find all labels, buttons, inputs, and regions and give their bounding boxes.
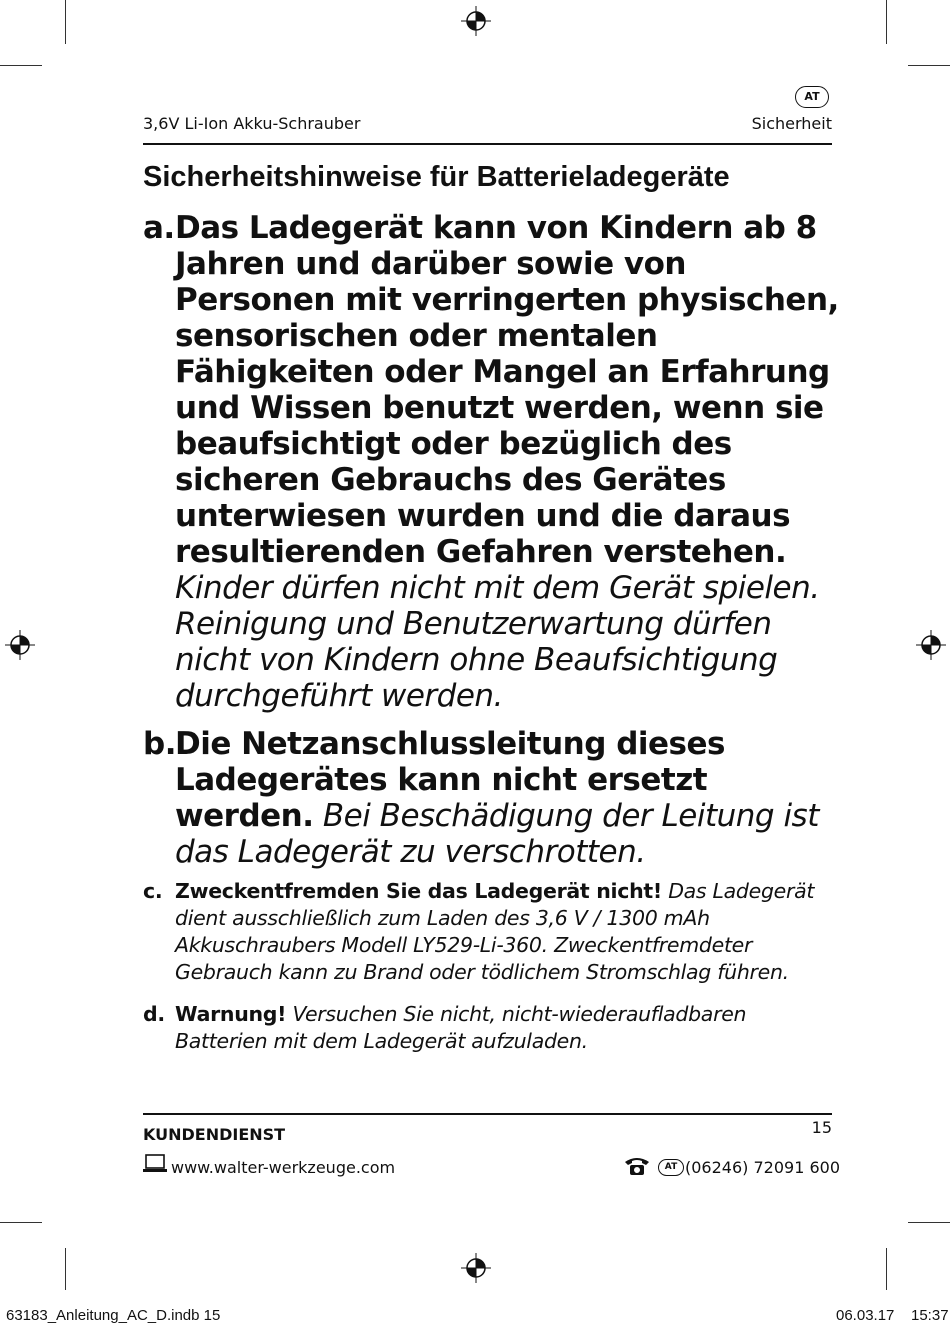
footer-rule <box>143 1113 832 1115</box>
page-title: Sicherheitshinweise für Batterieladegeräte <box>143 161 730 193</box>
list-item <box>143 726 843 870</box>
laptop-icon <box>143 1154 167 1174</box>
item-bold-text: Das Ladegerät kann von Kindern ab 8 Jahren und darüber sowie von Personen mit verringerten physischen, sensorischen oder mentalen Fähigkeiten oder Mangel an Erfahrung und Wissen benutzt werden, wenn sie beaufsichtigt oder bezüglich des sicheren Gebrauchs des Gerätes unterwiesen wurden und die daraus resultierenden Gefahren verstehen. <box>175 210 839 570</box>
print-date: 06.03.17 <box>836 1307 895 1324</box>
header-section: Sicherheit <box>751 114 832 133</box>
crop-mark <box>65 0 66 44</box>
item-label: b. <box>143 726 176 762</box>
registration-mark-icon <box>5 630 35 660</box>
list-item <box>143 1001 843 1055</box>
page-number: 15 <box>811 1118 832 1137</box>
item-italic-text: Kinder dürfen nicht mit dem Gerät spielen. Reinigung und Benutzerwartung dürfen nicht von Kindern ohne Beaufsichtigung durchgeführt werden. <box>175 570 820 714</box>
phone-number[interactable]: (06246) 72091 600 <box>685 1158 840 1177</box>
crop-mark <box>65 1248 66 1290</box>
item-label: d. <box>143 1002 165 1026</box>
item-bold-text: Zweckentfremden Sie das Ladegerät nicht! <box>175 879 662 903</box>
item-label: c. <box>143 879 163 903</box>
item-body <box>175 878 843 986</box>
telephone-icon <box>623 1156 651 1176</box>
item-italic-text: Bei Beschädigung der Leitung ist das Ladegerät zu verschrotten. <box>175 798 819 870</box>
website-link[interactable]: www.walter-werkzeuge.com <box>171 1158 396 1177</box>
item-italic-text: Das Ladegerät dient ausschließlich zum Laden des 3,6 V / 1300 mAh Akkuschraubers Modell LY529-Li-360. Zweckentfremdeter Gebrauch kann zu Brand oder tödlichem Stromschlag führen. <box>175 879 815 984</box>
item-bold-text: Die Netzanschlussleitung dieses Ladegerätes kann nicht ersetzt werden. <box>175 726 725 834</box>
service-label: KUNDENDIENST <box>143 1125 286 1144</box>
crop-mark <box>886 1248 887 1290</box>
header-product: 3,6V Li-Ion Akku-Schrauber <box>143 114 361 133</box>
crop-mark <box>0 65 42 66</box>
item-label: a. <box>143 210 175 246</box>
print-filename: 63183_Anleitung_AC_D.indb 15 <box>6 1307 221 1324</box>
item-italic-text: Versuchen Sie nicht, nicht-wiederaufladbaren Batterien mit dem Ladegerät aufzuladen. <box>175 1002 747 1053</box>
crop-mark <box>0 1222 42 1223</box>
item-body <box>175 1001 843 1055</box>
crop-mark <box>886 0 887 44</box>
header-rule <box>143 143 832 145</box>
phone-country-badge: AT <box>658 1159 684 1176</box>
registration-mark-icon <box>916 630 946 660</box>
item-body <box>175 210 843 714</box>
list-item <box>143 878 843 986</box>
item-bold-text: Warnung! <box>175 1002 287 1026</box>
item-body <box>175 726 843 870</box>
list-item <box>143 210 843 714</box>
country-badge: AT <box>795 86 829 108</box>
crop-mark <box>908 1222 950 1223</box>
registration-mark-icon <box>461 1253 491 1283</box>
crop-mark <box>908 65 950 66</box>
registration-mark-icon <box>461 6 491 36</box>
print-time: 15:37 <box>911 1307 949 1324</box>
